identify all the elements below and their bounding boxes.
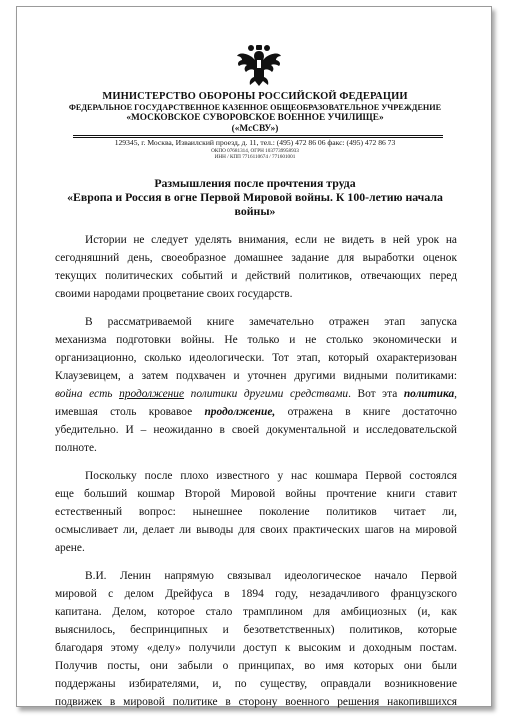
paragraph-3-line: осмысливает ли, делает ли выводы для своих практических шагов на мировой [55, 524, 457, 536]
school-abbreviation: («МсСВУ») [231, 124, 279, 134]
paragraph-3-line: арене. [55, 542, 85, 554]
paragraph-4-line: поддержаны избирателями, и, по существу, оправдали возникновение [55, 678, 457, 690]
paragraph-2-line: убедительно. И – неожиданно в своей документальной и исследовательской [55, 424, 457, 436]
paragraph-2-line-quote [55, 387, 457, 401]
tax-codes: ИНН / КПП 7716110674 / 771601001 [214, 154, 296, 160]
emphasis-continuation: продолжение, [204, 406, 276, 418]
paragraph-4-line: подвижек в мировой политике в сторону военного решения накопившихся [55, 696, 457, 708]
paragraph-4-line: капитана. Делом, которое стало трамплином для амбициозных (и, как [55, 606, 457, 618]
paragraph-3-line: еще больший кошмар Второй Мировой войны прочтение книги ставит [55, 488, 457, 500]
paragraph-4-line: В.И. Ленин напрямую связывал идеологическое начало Первой [85, 570, 457, 582]
paragraph-1-line: сегодняшний день, своеобразное домашнее задание для выработки оценок [55, 252, 457, 264]
clausewitz-quote-end: политики другими средствами [184, 388, 349, 400]
paragraph-4-line: мировой с делом Дрейфуса в 1894 году, незадачливого французского [55, 588, 457, 600]
paragraph-2-line: В рассматриваемой книге замечательно отражен этап запуска [85, 316, 457, 328]
text-fragment: имевшая столь кровавое [55, 406, 205, 418]
paragraph-4-line: выяснилось, беспринципных и безответственных) политиков, которые [55, 624, 457, 636]
institution-type: ФЕДЕРАЛЬНОЕ ГОСУДАРСТВЕННОЕ КАЗЕННОЕ ОБЩЕОБРАЗОВАТЕЛЬНОЕ УЧРЕЖДЕНИЕ [68, 103, 442, 112]
document-title-line-3: войны» [234, 204, 276, 218]
document-title-line-1: Размышления после прочтения труда [154, 176, 356, 190]
paragraph-1-line: Истории не следует уделять внимания, если не видеть в ней урок на [85, 234, 457, 246]
clausewitz-quote-start: война есть [55, 388, 120, 400]
registration-codes: ОКПО 07681314, ОГРН 1037739958933 [211, 148, 299, 154]
paragraph-2-line-emphasis [55, 405, 457, 419]
paragraph-4-line: благодаря этому «делу» получили доступ к высоким и доходным постам. [55, 642, 457, 654]
paragraph-4-line: Получив посты, они забыли о принципах, во имя которых они были [55, 660, 457, 672]
text-fragment: . Вот эта [348, 388, 404, 400]
address-line: 129345, г. Москва, Изваилский проезд, д. 11, тел.: (495) 472 86 06 факс: (495) 472 86 73 [114, 138, 396, 147]
paragraph-1-line: своими народами процветание своих государств. [55, 288, 293, 300]
document-title-line-2: «Европа и Россия в огне Первой Мировой войны. К 100-летию начала [67, 190, 443, 204]
paragraph-2-line: полноте. [55, 442, 97, 454]
paragraph-1-line: текущих политических событий и действий политиков, отвечающих перед [55, 270, 457, 282]
paragraph-3-line: естественный вопрос: нынешнее поколение политиков читает ли, [55, 506, 457, 518]
clausewitz-quote-continuation: продолжение [119, 388, 185, 400]
header-divider-thick [73, 135, 443, 136]
ministry-name: МИНИСТЕРСТВО ОБОРОНЫ РОССИЙСКОЙ ФЕДЕРАЦИИ [102, 91, 408, 102]
document-page [16, 6, 492, 707]
text-fragment: , [454, 388, 457, 400]
paragraph-2-line: механизма подготовки войны. Не только и не столько экономически и [55, 334, 457, 346]
paragraph-3-line: Поскольку после плохо известного у нас кошмара Первой состоялся [85, 470, 457, 482]
emphasis-politics: политика [403, 388, 455, 400]
school-name: «МОСКОВСКОЕ СУВОРОВСКОЕ ВОЕННОЕ УЧИЛИЩЕ» [126, 113, 384, 123]
paragraph-2-line: Клаузевицем, а затем подхвачен и уточнен другими видными политиками: [55, 370, 457, 382]
double-headed-eagle-emblem-icon [236, 43, 282, 87]
text-fragment: отражена в книге достаточно [275, 406, 457, 418]
paragraph-2-line: организационно, сколько идеологически. Тот этап, который охарактеризован [55, 352, 457, 364]
